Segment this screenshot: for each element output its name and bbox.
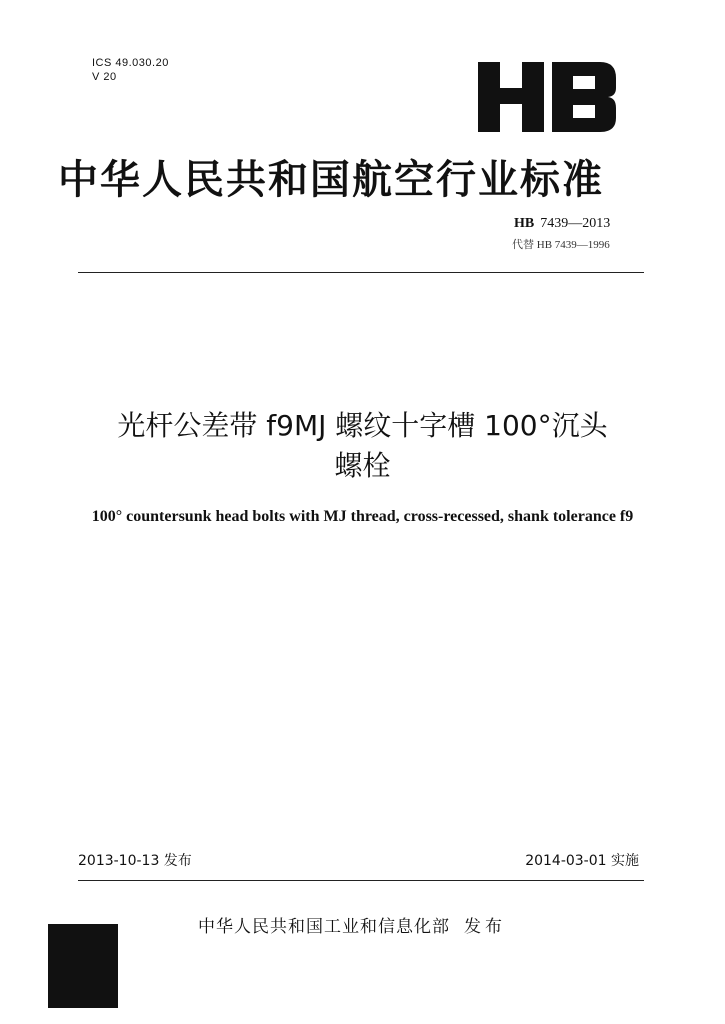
issuer xyxy=(198,912,506,937)
ics-code: ICS 49.030.20 xyxy=(92,57,169,69)
standard-number xyxy=(514,216,610,232)
title-chinese-line1: 光杆公差带 f9MJ 螺纹十字槽 100°沉头 xyxy=(117,409,608,442)
hb-logo xyxy=(470,60,620,134)
title-english: 100° countersunk head bolts with MJ thread, cross-recessed, shank tolerance f9 xyxy=(91,508,634,525)
standard-number-value: 7439—2013 xyxy=(540,216,611,231)
bottom-divider xyxy=(78,880,644,881)
title-chinese xyxy=(60,406,665,486)
replaces-note: 代替 HB 7439—1996 xyxy=(512,239,610,251)
organization-title: 中华人民共和国航空行业标准 xyxy=(58,157,604,203)
title-chinese-line2: 螺栓 xyxy=(334,449,391,482)
issuer-name: 中华人民共和国工业和信息化部 xyxy=(198,917,450,937)
issue-date: 2013-10-13 发布 xyxy=(78,853,192,869)
ccs-code: V 20 xyxy=(92,71,117,83)
implementation-date: 2014-03-01 实施 xyxy=(525,853,639,869)
classification-codes xyxy=(92,56,169,84)
standard-prefix: HB xyxy=(514,216,535,231)
top-divider xyxy=(78,272,644,273)
scan-mark-block xyxy=(48,924,118,1008)
issuer-action: 发布 xyxy=(464,917,506,937)
